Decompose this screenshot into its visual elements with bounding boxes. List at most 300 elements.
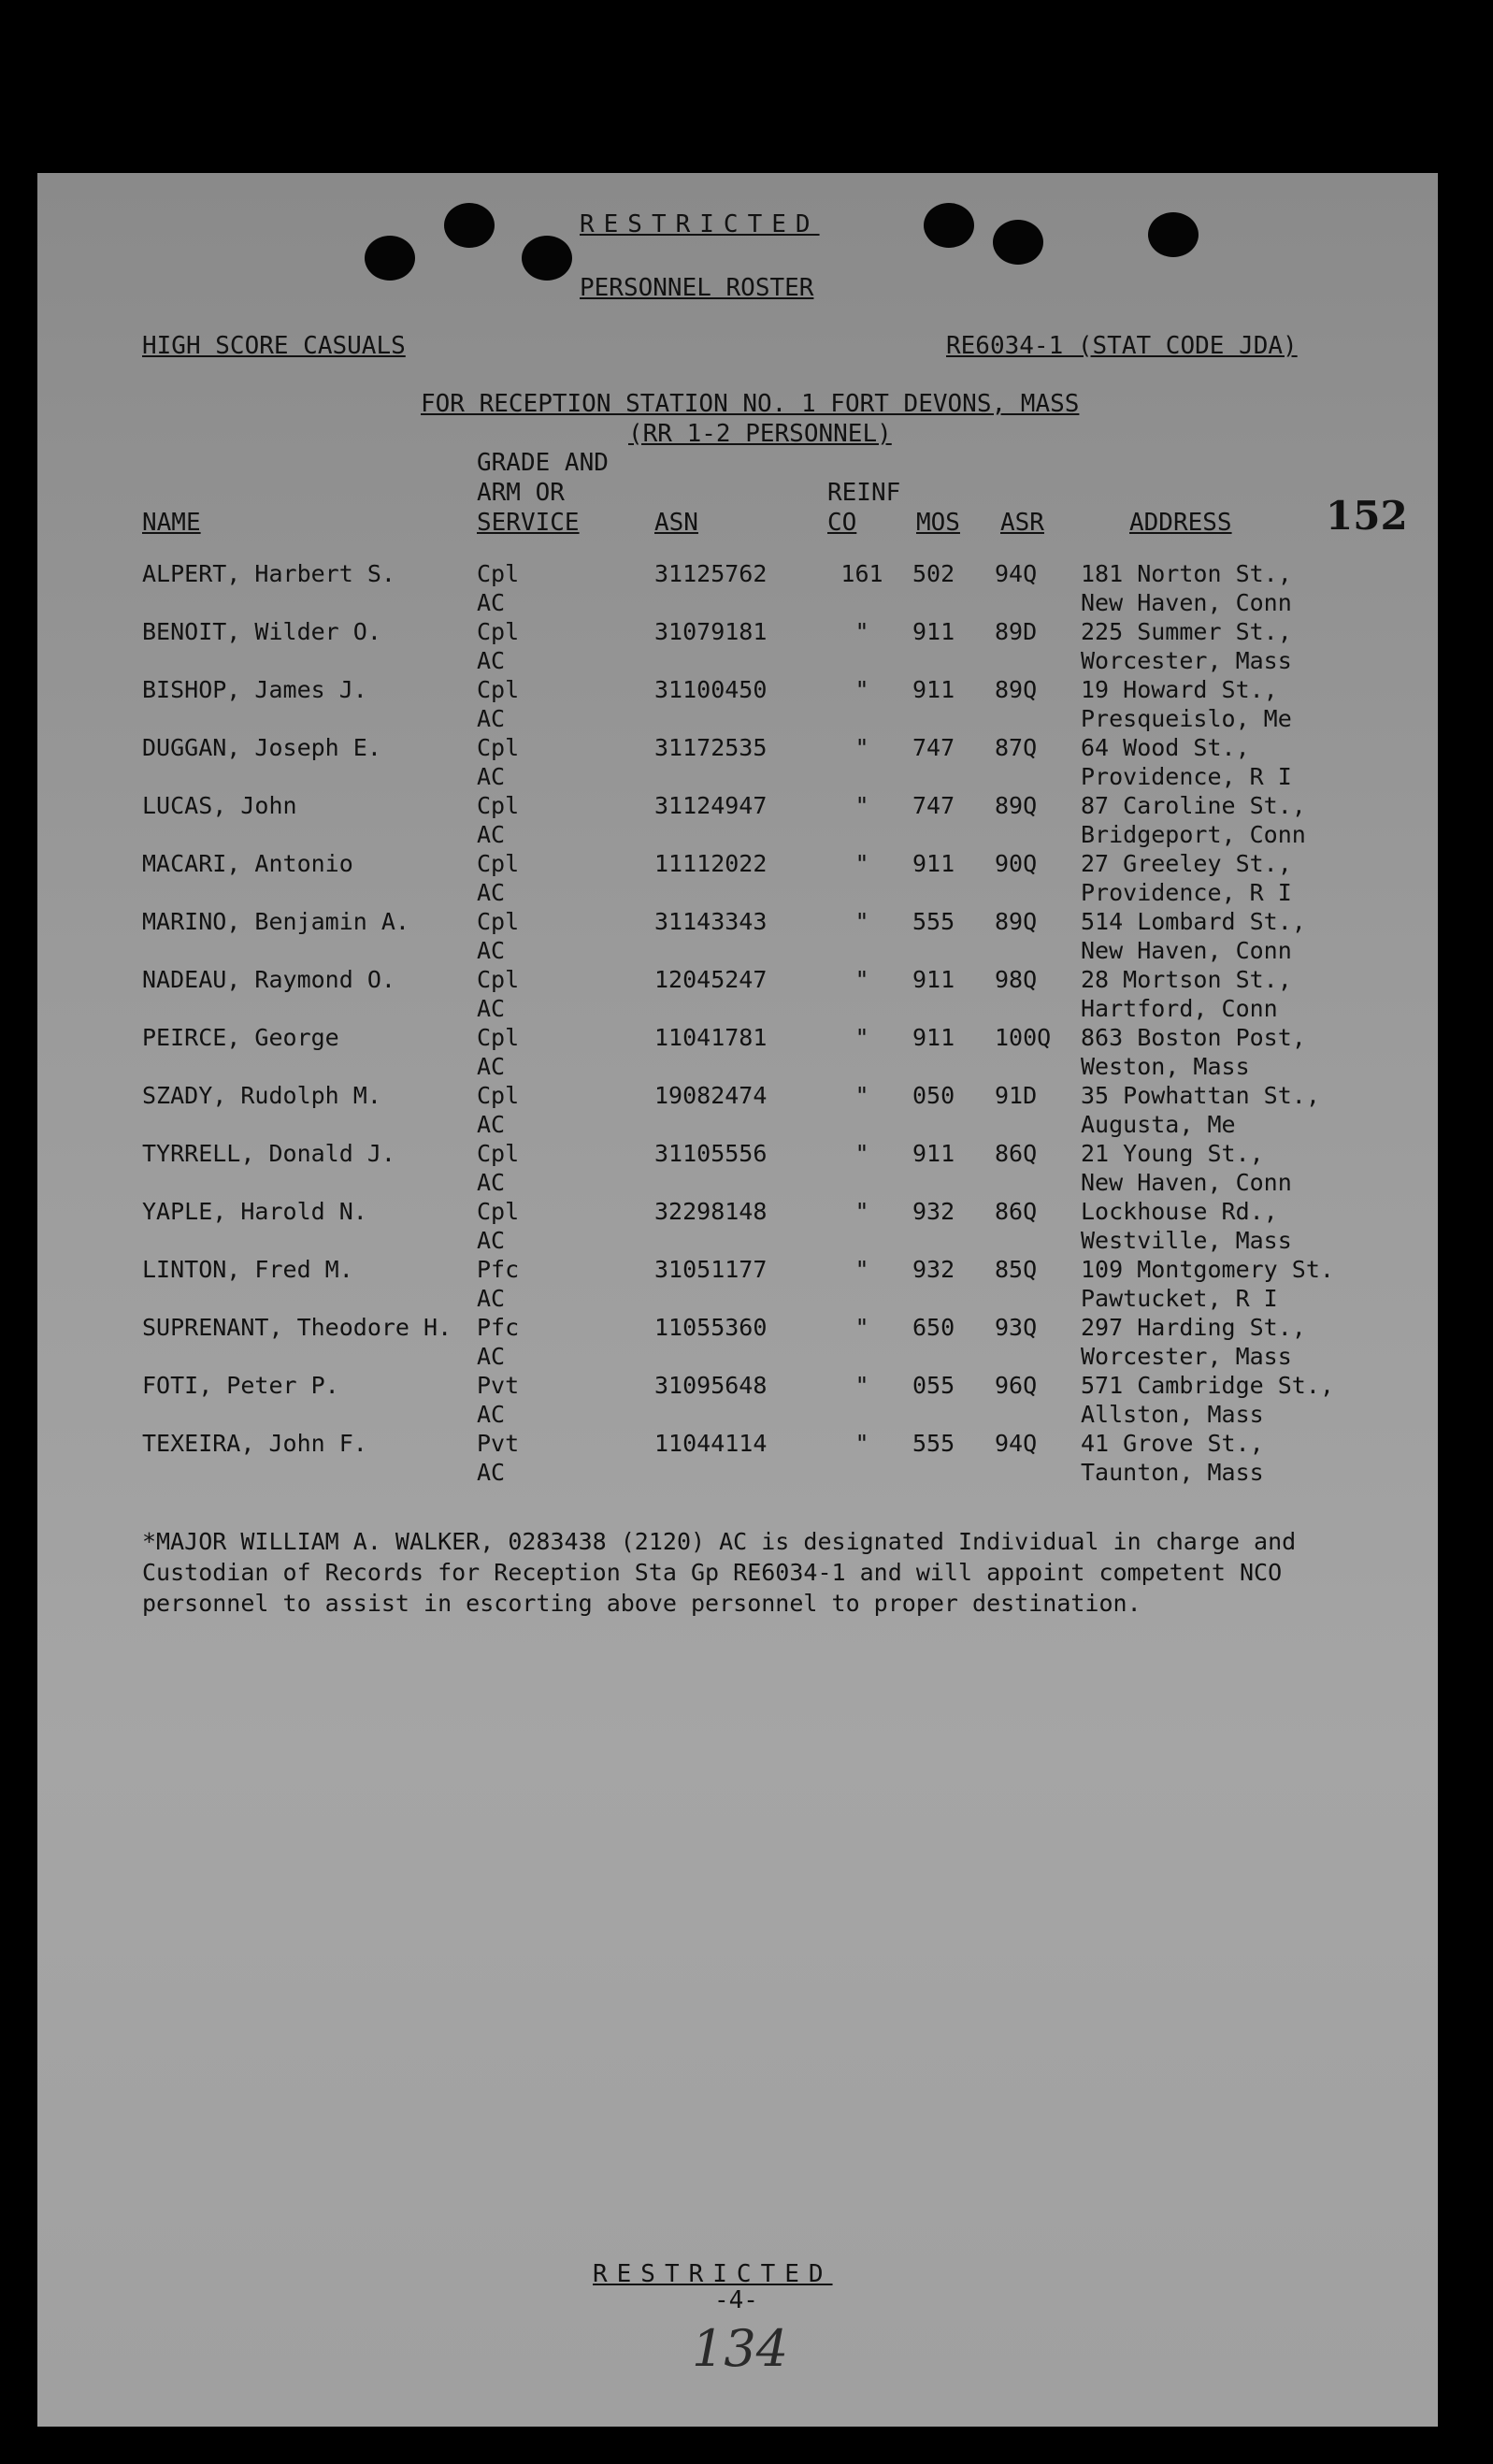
asr-cell — [995, 1255, 1081, 1313]
mos-cell-text: 555 — [912, 908, 955, 935]
mos-cell — [912, 675, 995, 733]
asr-cell — [995, 1139, 1081, 1197]
reinf-cell-text: " — [854, 1198, 869, 1225]
grade-cell — [477, 791, 654, 849]
asn-cell — [654, 559, 811, 617]
asn-cell — [654, 1197, 811, 1255]
mos-cell-text: 747 — [912, 792, 955, 819]
custodian-note: *MAJOR WILLIAM A. WALKER, 0283438 (2120) AC is designated Individual in charge and Custodian of Records for Reception Sta Gp RE6034-1 and will appoint competent NCO personnel to assist in escorting above personnel to proper destination. — [142, 1528, 1297, 1617]
mos-cell — [912, 733, 995, 791]
document-title: PERSONNEL ROSTER — [580, 274, 814, 302]
table-row — [142, 1081, 1380, 1139]
table-row — [142, 907, 1380, 965]
reinf-cell — [811, 1371, 912, 1429]
address-cell-text: New Haven, Conn — [1081, 937, 1292, 964]
reinf-cell — [811, 1197, 912, 1255]
address-cell-text: 64 Wood St., — [1081, 734, 1250, 761]
reinf-cell-text: 161 — [840, 560, 883, 587]
reinf-cell — [811, 791, 912, 849]
mos-cell — [912, 907, 995, 965]
asn-cell-text: 12045247 — [654, 966, 768, 993]
name-cell — [142, 1371, 477, 1429]
asr-cell-text: 100Q — [995, 1024, 1052, 1051]
address-cell-text: Augusta, Me — [1081, 1111, 1236, 1138]
grade-cell — [477, 1313, 654, 1371]
grade-cell-text: AC — [477, 1169, 506, 1196]
table-row — [142, 1371, 1380, 1429]
grade-cell — [477, 965, 654, 1023]
mos-cell — [912, 559, 995, 617]
name-cell-text: DUGGAN, Joseph E. — [142, 734, 381, 761]
name-cell — [142, 1429, 477, 1487]
reinf-cell-text: " — [854, 908, 869, 935]
address-cell-text: 571 Cambridge St., — [1081, 1372, 1334, 1399]
name-cell-text: NADEAU, Raymond O. — [142, 966, 395, 993]
asn-cell — [654, 965, 811, 1023]
asr-cell — [995, 965, 1081, 1023]
table-row — [142, 1023, 1380, 1081]
asr-cell-text: 89Q — [995, 676, 1038, 703]
grade-cell — [477, 1429, 654, 1487]
asr-cell — [995, 849, 1081, 907]
grade-cell-text: Cpl — [477, 850, 520, 877]
handwritten-number: 134 — [692, 2319, 789, 2378]
reinf-cell — [811, 1139, 912, 1197]
grade-cell-text: AC — [477, 821, 506, 848]
left-label: HIGH SCORE CASUALS — [142, 332, 406, 360]
col-header-grade-line2: ARM OR — [477, 479, 565, 507]
table-row — [142, 559, 1380, 617]
address-cell-text: Bridgeport, Conn — [1081, 821, 1306, 848]
address-cell — [1081, 1313, 1380, 1371]
name-cell-text: PEIRCE, George — [142, 1024, 339, 1051]
mos-cell-text: 932 — [912, 1198, 955, 1225]
address-cell — [1081, 617, 1380, 675]
mos-cell-text: 911 — [912, 850, 955, 877]
asn-cell — [654, 791, 811, 849]
reinf-cell-text: " — [854, 1256, 869, 1283]
address-cell-text: Pawtucket, R I — [1081, 1285, 1278, 1312]
address-cell-text: 27 Greeley St., — [1081, 850, 1292, 877]
grade-cell-text: AC — [477, 1111, 506, 1138]
asn-cell-text: 11041781 — [654, 1024, 768, 1051]
document-page — [37, 173, 1438, 2427]
mos-cell-text: 911 — [912, 1140, 955, 1167]
address-cell — [1081, 733, 1380, 791]
classification-footer: RESTRICTED — [593, 2260, 833, 2288]
address-cell — [1081, 791, 1380, 849]
address-cell-text: Worcester, Mass — [1081, 647, 1292, 674]
mos-cell — [912, 1197, 995, 1255]
col-header-asr: ASR — [1000, 509, 1044, 537]
mos-cell-text: 932 — [912, 1256, 955, 1283]
grade-cell-text: AC — [477, 647, 506, 674]
grade-cell-text: Cpl — [477, 560, 520, 587]
station-line: FOR RECEPTION STATION NO. 1 FORT DEVONS, MASS — [421, 390, 1080, 418]
asn-cell-text: 31172535 — [654, 734, 768, 761]
name-cell — [142, 617, 477, 675]
asn-cell — [654, 617, 811, 675]
address-cell-text: 28 Mortson St., — [1081, 966, 1292, 993]
punch-hole — [1148, 212, 1199, 257]
table-row — [142, 1313, 1380, 1371]
asn-cell-text: 31051177 — [654, 1256, 768, 1283]
address-cell-text: 19 Howard St., — [1081, 676, 1278, 703]
col-header-grade-line3: SERVICE — [477, 509, 580, 537]
reinf-cell — [811, 907, 912, 965]
punch-hole — [522, 236, 572, 281]
grade-cell — [477, 1197, 654, 1255]
punch-hole — [924, 203, 974, 248]
grade-cell-text: AC — [477, 879, 506, 906]
grade-cell-text: Cpl — [477, 676, 520, 703]
address-cell-text: 514 Lombard St., — [1081, 908, 1306, 935]
asn-cell-text: 32298148 — [654, 1198, 768, 1225]
address-cell — [1081, 675, 1380, 733]
asr-cell-text: 93Q — [995, 1314, 1038, 1341]
grade-cell-text: AC — [477, 1053, 506, 1080]
col-header-address: ADDRESS — [1129, 509, 1232, 537]
grade-cell-text: Cpl — [477, 1198, 520, 1225]
grade-cell-text: AC — [477, 1459, 506, 1486]
grade-cell — [477, 617, 654, 675]
asn-cell-text: 19082474 — [654, 1082, 768, 1109]
reinf-cell — [811, 675, 912, 733]
name-cell — [142, 1081, 477, 1139]
mos-cell-text: 747 — [912, 734, 955, 761]
asr-cell — [995, 1197, 1081, 1255]
address-cell-text: Weston, Mass — [1081, 1053, 1250, 1080]
asr-cell — [995, 1023, 1081, 1081]
name-cell — [142, 849, 477, 907]
table-row — [142, 1429, 1380, 1487]
asn-cell — [654, 1429, 811, 1487]
asn-cell-text: 11055360 — [654, 1314, 768, 1341]
asn-cell — [654, 907, 811, 965]
grade-cell — [477, 1371, 654, 1429]
col-header-reinf — [827, 478, 900, 538]
name-cell-text: SUPRENANT, Theodore H. — [142, 1314, 452, 1341]
grade-cell — [477, 849, 654, 907]
asn-cell — [654, 1139, 811, 1197]
asn-cell-text: 31124947 — [654, 792, 768, 819]
grade-cell-text: Cpl — [477, 734, 520, 761]
asn-cell — [654, 675, 811, 733]
asr-cell-text: 98Q — [995, 966, 1038, 993]
reinf-cell-text: " — [854, 1024, 869, 1051]
name-cell — [142, 675, 477, 733]
address-cell — [1081, 849, 1380, 907]
asn-cell — [654, 1081, 811, 1139]
asr-cell-text: 96Q — [995, 1372, 1038, 1399]
address-cell — [1081, 1255, 1380, 1313]
reinf-cell-text: " — [854, 792, 869, 819]
grade-cell-text: Cpl — [477, 792, 520, 819]
address-cell-text: 21 Young St., — [1081, 1140, 1264, 1167]
table-row — [142, 617, 1380, 675]
name-cell-text: BENOIT, Wilder O. — [142, 618, 381, 645]
mos-cell — [912, 849, 995, 907]
reinf-cell — [811, 965, 912, 1023]
reinf-cell-text: " — [854, 676, 869, 703]
address-cell — [1081, 559, 1380, 617]
right-label: RE6034-1 (STAT CODE JDA) — [946, 332, 1298, 360]
mos-cell-text: 911 — [912, 966, 955, 993]
asn-cell-text: 31079181 — [654, 618, 768, 645]
address-cell — [1081, 907, 1380, 965]
punch-hole — [365, 236, 415, 281]
reinf-cell-text: " — [854, 1140, 869, 1167]
address-cell — [1081, 1139, 1380, 1197]
address-cell — [1081, 1429, 1380, 1487]
name-cell-text: MACARI, Antonio — [142, 850, 353, 877]
col-header-grade — [477, 448, 609, 538]
grade-cell-text: Cpl — [477, 966, 520, 993]
grade-cell — [477, 675, 654, 733]
sheet-number: -4- — [714, 2286, 758, 2314]
grade-cell-text: AC — [477, 937, 506, 964]
reinf-cell-text: " — [854, 618, 869, 645]
grade-cell-text: Pfc — [477, 1314, 520, 1341]
name-cell-text: LUCAS, John — [142, 792, 297, 819]
name-cell-text: YAPLE, Harold N. — [142, 1198, 367, 1225]
col-header-grade-line1: GRADE AND — [477, 449, 609, 477]
address-cell-text: Lockhouse Rd., — [1081, 1198, 1278, 1225]
table-row — [142, 965, 1380, 1023]
grade-cell — [477, 1081, 654, 1139]
grade-cell-text: Pvt — [477, 1372, 520, 1399]
asr-cell — [995, 675, 1081, 733]
name-cell — [142, 1313, 477, 1371]
asn-cell-text: 31105556 — [654, 1140, 768, 1167]
asn-cell — [654, 849, 811, 907]
asn-cell-text: 11112022 — [654, 850, 768, 877]
grade-cell — [477, 733, 654, 791]
address-cell-text: 87 Caroline St., — [1081, 792, 1306, 819]
asr-cell-text: 87Q — [995, 734, 1038, 761]
table-row — [142, 1139, 1380, 1197]
reinf-cell — [811, 617, 912, 675]
reinf-cell — [811, 733, 912, 791]
asr-cell-text: 90Q — [995, 850, 1038, 877]
mos-cell — [912, 1139, 995, 1197]
mos-cell — [912, 1429, 995, 1487]
table-row — [142, 1255, 1380, 1313]
grade-cell-text: Cpl — [477, 908, 520, 935]
reinf-cell-text: " — [854, 1372, 869, 1399]
address-cell-text: Westville, Mass — [1081, 1227, 1292, 1254]
punch-hole — [993, 220, 1043, 265]
asr-cell-text: 94Q — [995, 1430, 1038, 1457]
address-cell-text: 863 Boston Post, — [1081, 1024, 1306, 1051]
grade-cell-text: AC — [477, 1343, 506, 1370]
col-header-asn: ASN — [654, 509, 698, 537]
mos-cell — [912, 1081, 995, 1139]
punch-hole — [444, 203, 495, 248]
reinf-cell-text: " — [854, 1082, 869, 1109]
asr-cell-text: 89Q — [995, 908, 1038, 935]
grade-cell — [477, 1023, 654, 1081]
grade-cell-text: AC — [477, 1401, 506, 1428]
mos-cell-text: 055 — [912, 1372, 955, 1399]
reinf-cell — [811, 849, 912, 907]
reinf-cell — [811, 1313, 912, 1371]
reinf-cell — [811, 1429, 912, 1487]
grade-cell — [477, 1255, 654, 1313]
mos-cell — [912, 1371, 995, 1429]
address-cell-text: Hartford, Conn — [1081, 995, 1278, 1022]
grade-cell-text: Pvt — [477, 1430, 520, 1457]
name-cell — [142, 1197, 477, 1255]
table-row — [142, 791, 1380, 849]
name-cell — [142, 791, 477, 849]
asr-cell — [995, 907, 1081, 965]
mos-cell — [912, 791, 995, 849]
address-cell — [1081, 1197, 1380, 1255]
name-cell — [142, 1139, 477, 1197]
name-cell — [142, 965, 477, 1023]
asr-cell-text: 94Q — [995, 560, 1038, 587]
asr-cell — [995, 733, 1081, 791]
name-cell-text: TEXEIRA, John F. — [142, 1430, 367, 1457]
asr-cell-text: 89Q — [995, 792, 1038, 819]
asr-cell — [995, 617, 1081, 675]
address-cell-text: 225 Summer St., — [1081, 618, 1292, 645]
mos-cell — [912, 1313, 995, 1371]
table-row — [142, 733, 1380, 791]
grade-cell-text: Cpl — [477, 1024, 520, 1051]
grade-cell-text: Pfc — [477, 1256, 520, 1283]
mos-cell-text: 650 — [912, 1314, 955, 1341]
name-cell-text: LINTON, Fred M. — [142, 1256, 353, 1283]
asr-cell — [995, 559, 1081, 617]
asn-cell — [654, 1023, 811, 1081]
reinf-cell-text: " — [854, 1314, 869, 1341]
asn-cell-text: 31095648 — [654, 1372, 768, 1399]
col-header-reinf-line2: CO — [827, 509, 857, 537]
mos-cell — [912, 1255, 995, 1313]
asr-cell — [995, 1371, 1081, 1429]
asn-cell — [654, 733, 811, 791]
address-cell-text: 297 Harding St., — [1081, 1314, 1306, 1341]
asr-cell — [995, 1429, 1081, 1487]
address-cell-text: 181 Norton St., — [1081, 560, 1292, 587]
col-header-mos: MOS — [916, 509, 960, 537]
name-cell-text: SZADY, Rudolph M. — [142, 1082, 381, 1109]
mos-cell-text: 555 — [912, 1430, 955, 1457]
reinf-cell — [811, 1081, 912, 1139]
asn-cell-text: 31125762 — [654, 560, 768, 587]
mos-cell-text: 911 — [912, 1024, 955, 1051]
address-cell-text: Providence, R I — [1081, 763, 1292, 790]
grade-cell-text: Cpl — [477, 1082, 520, 1109]
address-cell-text: 41 Grove St., — [1081, 1430, 1264, 1457]
grade-cell — [477, 559, 654, 617]
name-cell-text: BISHOP, James J. — [142, 676, 367, 703]
grade-cell-text: AC — [477, 1227, 506, 1254]
reinf-cell — [811, 1255, 912, 1313]
roster-table — [142, 559, 1380, 1487]
asr-cell-text: 86Q — [995, 1140, 1038, 1167]
address-cell-text: Presqueislo, Me — [1081, 705, 1292, 732]
grade-cell-text: AC — [477, 1285, 506, 1312]
address-cell — [1081, 1371, 1380, 1429]
mos-cell-text: 911 — [912, 618, 955, 645]
col-header-reinf-line1: REINF — [827, 479, 901, 507]
subtitle: (RR 1-2 PERSONNEL) — [628, 420, 892, 448]
asn-cell — [654, 1313, 811, 1371]
name-cell — [142, 559, 477, 617]
mos-cell-text: 911 — [912, 676, 955, 703]
asr-cell-text: 89D — [995, 618, 1038, 645]
classification-header: RESTRICTED — [580, 210, 820, 238]
asr-cell-text: 85Q — [995, 1256, 1038, 1283]
reinf-cell-text: " — [854, 966, 869, 993]
address-cell-text: Worcester, Mass — [1081, 1343, 1292, 1370]
asn-cell — [654, 1255, 811, 1313]
mos-cell — [912, 965, 995, 1023]
name-cell-text: MARINO, Benjamin A. — [142, 908, 409, 935]
asr-cell-text: 86Q — [995, 1198, 1038, 1225]
address-cell-text: New Haven, Conn — [1081, 589, 1292, 616]
mos-cell-text: 502 — [912, 560, 955, 587]
reinf-cell-text: " — [854, 850, 869, 877]
name-cell — [142, 1023, 477, 1081]
grade-cell-text: AC — [477, 589, 506, 616]
grade-cell-text: AC — [477, 995, 506, 1022]
page-number: 152 — [1326, 493, 1408, 539]
reinf-cell-text: " — [854, 734, 869, 761]
address-cell — [1081, 1081, 1380, 1139]
asr-cell — [995, 1313, 1081, 1371]
asr-cell-text: 91D — [995, 1082, 1038, 1109]
grade-cell — [477, 1139, 654, 1197]
asn-cell-text: 31100450 — [654, 676, 768, 703]
reinf-cell — [811, 559, 912, 617]
mos-cell — [912, 1023, 995, 1081]
asn-cell-text: 11044114 — [654, 1430, 768, 1457]
address-cell — [1081, 965, 1380, 1023]
address-cell — [1081, 1023, 1380, 1081]
address-cell-text: 109 Montgomery St. — [1081, 1256, 1334, 1283]
asn-cell-text: 31143343 — [654, 908, 768, 935]
grade-cell-text: Cpl — [477, 618, 520, 645]
reinf-cell — [811, 1023, 912, 1081]
address-cell-text: New Haven, Conn — [1081, 1169, 1292, 1196]
table-row — [142, 1197, 1380, 1255]
name-cell-text: ALPERT, Harbert S. — [142, 560, 395, 587]
address-cell-text: 35 Powhattan St., — [1081, 1082, 1320, 1109]
mos-cell — [912, 617, 995, 675]
grade-cell-text: AC — [477, 763, 506, 790]
reinf-cell-text: " — [854, 1430, 869, 1457]
name-cell — [142, 1255, 477, 1313]
address-cell-text: Providence, R I — [1081, 879, 1292, 906]
address-cell-text: Taunton, Mass — [1081, 1459, 1264, 1486]
mos-cell-text: 050 — [912, 1082, 955, 1109]
table-row — [142, 675, 1380, 733]
col-header-name: NAME — [142, 509, 201, 537]
asn-cell — [654, 1371, 811, 1429]
name-cell-text: TYRRELL, Donald J. — [142, 1140, 395, 1167]
grade-cell-text: AC — [477, 705, 506, 732]
grade-cell-text: Cpl — [477, 1140, 520, 1167]
address-cell-text: Allston, Mass — [1081, 1401, 1264, 1428]
name-cell-text: FOTI, Peter P. — [142, 1372, 339, 1399]
asr-cell — [995, 791, 1081, 849]
name-cell — [142, 907, 477, 965]
asr-cell — [995, 1081, 1081, 1139]
